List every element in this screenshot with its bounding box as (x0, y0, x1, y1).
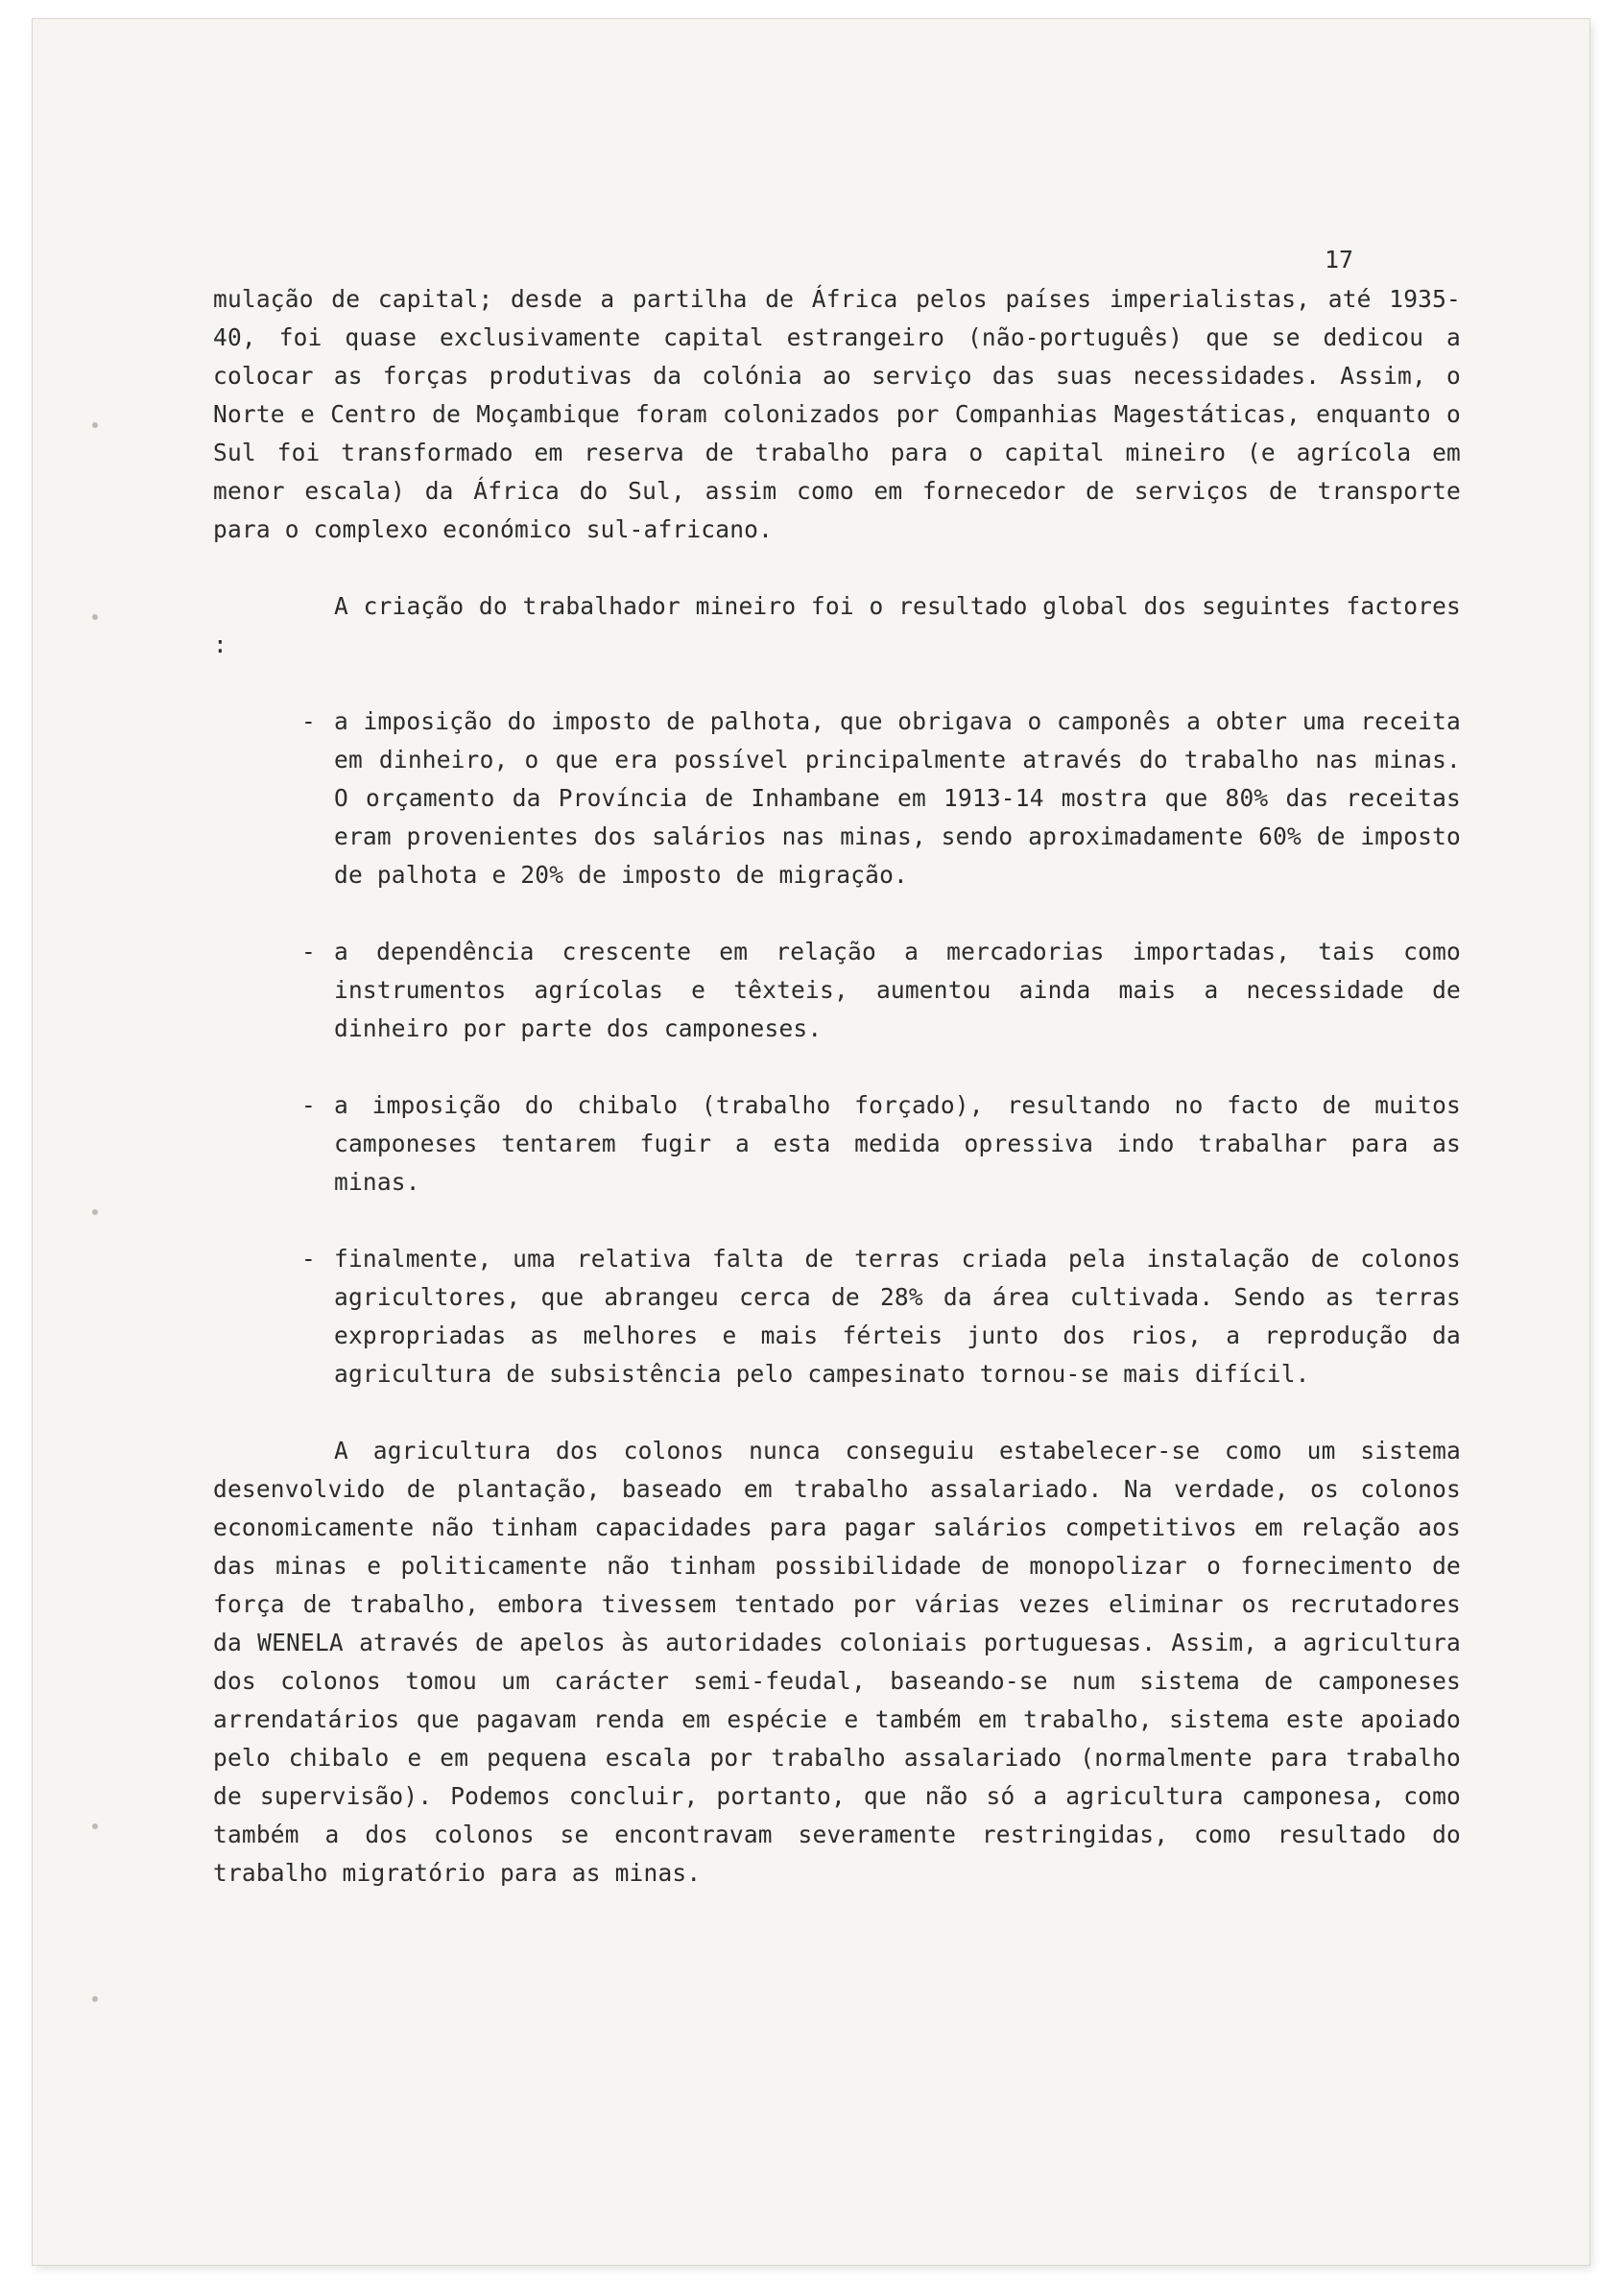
paragraph-colonial-agriculture: A agricultura dos colonos nunca conseguiu estabelecer-se como um sistema desenvolvido de plantação, baseado em trabalho assalariado. Na verdade, os colonos economicamente não tinham capacidades para pagar salários competitivos em relação aos das minas e politicamente não tinham possibilidade de monopolizar o fornecimento de força de trabalho, embora tivessem tentado por várias vezes eliminar os recrutadores da WENELA através de apelos às autoridades coloniais portuguesas. Assim, a agricultura dos colonos tomou um carácter semi-feudal, baseando-se num sistema de camponeses arrendatários que pagavam renda em espécie e também em trabalho, sistema este apoiado pelo chibalo e em pequena escala por trabalho assalariado (normalmente para trabalho de supervisão). Podemos concluir, portanto, que não só a agricultura camponesa, como também a dos colonos se encontravam severamente restringidas, como resultado do trabalho migratório para as minas. (213, 1437, 1461, 1887)
page-number: 17 (1325, 246, 1354, 274)
list-item (301, 702, 1461, 894)
punch-hole-mark (92, 1996, 98, 2002)
list-dash: - (301, 1091, 316, 1119)
punch-hole-mark (92, 1823, 98, 1829)
list-item-text: a dependência crescente em relação a mercadorias importadas, tais como instrumentos agrícolas e têxteis, aumentou ainda mais a necessidade de dinheiro por parte dos camponeses. (334, 938, 1461, 1042)
list-item-text: a imposição do chibalo (trabalho forçado), resultando no facto de muitos camponeses tentarem fugir a esta medida opressiva indo trabalhar para as minas. (334, 1091, 1461, 1196)
punch-hole-mark (92, 422, 98, 428)
list-dash: - (301, 1245, 316, 1273)
punch-hole-mark (92, 614, 98, 620)
punch-hole-mark (92, 1209, 98, 1215)
document-body (213, 280, 1461, 1893)
list-item (301, 1240, 1461, 1393)
paragraph-capital: mulação de capital; desde a partilha de África pelos países imperialistas, até 1935-40, foi quase exclusivamente capital estrangeiro (não-português) que se dedicou a colocar as forças produtivas da colónia ao serviço das suas necessidades. Assim, o Norte e Centro de Moçambique foram colonizados por Companhias Magestáticas, enquanto o Sul foi transformado em reserva de trabalho para o capital mineiro (e agrícola em menor escala) da África do Sul, assim como em fornecedor de serviços de transporte para o complexo económico sul-africano. (213, 285, 1461, 543)
list-item (301, 1086, 1461, 1202)
list-dash: - (301, 938, 316, 965)
list-dash: - (301, 707, 316, 735)
paragraph-factors-intro: A criação do trabalhador mineiro foi o resultado global dos seguintes factores : (213, 592, 1461, 658)
list-item-text: a imposição do imposto de palhota, que obrigava o camponês a obter uma receita em dinheiro, o que era possível principalmente através do trabalho nas minas. O orçamento da Província de Inhambane em 1913-14 mostra que 80% das receitas eram provenientes dos salários nas minas, sendo aproximadamente 60% de imposto de palhota e 20% de imposto de migração. (334, 707, 1461, 889)
list-item (301, 933, 1461, 1048)
list-item-text: finalmente, uma relativa falta de terras criada pela instalação de colonos agricultores, que abrangeu cerca de 28% da área cultivada. Sendo as terras expropriadas as melhores e mais férteis junto dos rios, a reprodução da agricultura de subsistência pelo campesinato tornou-se mais difícil. (334, 1245, 1461, 1388)
